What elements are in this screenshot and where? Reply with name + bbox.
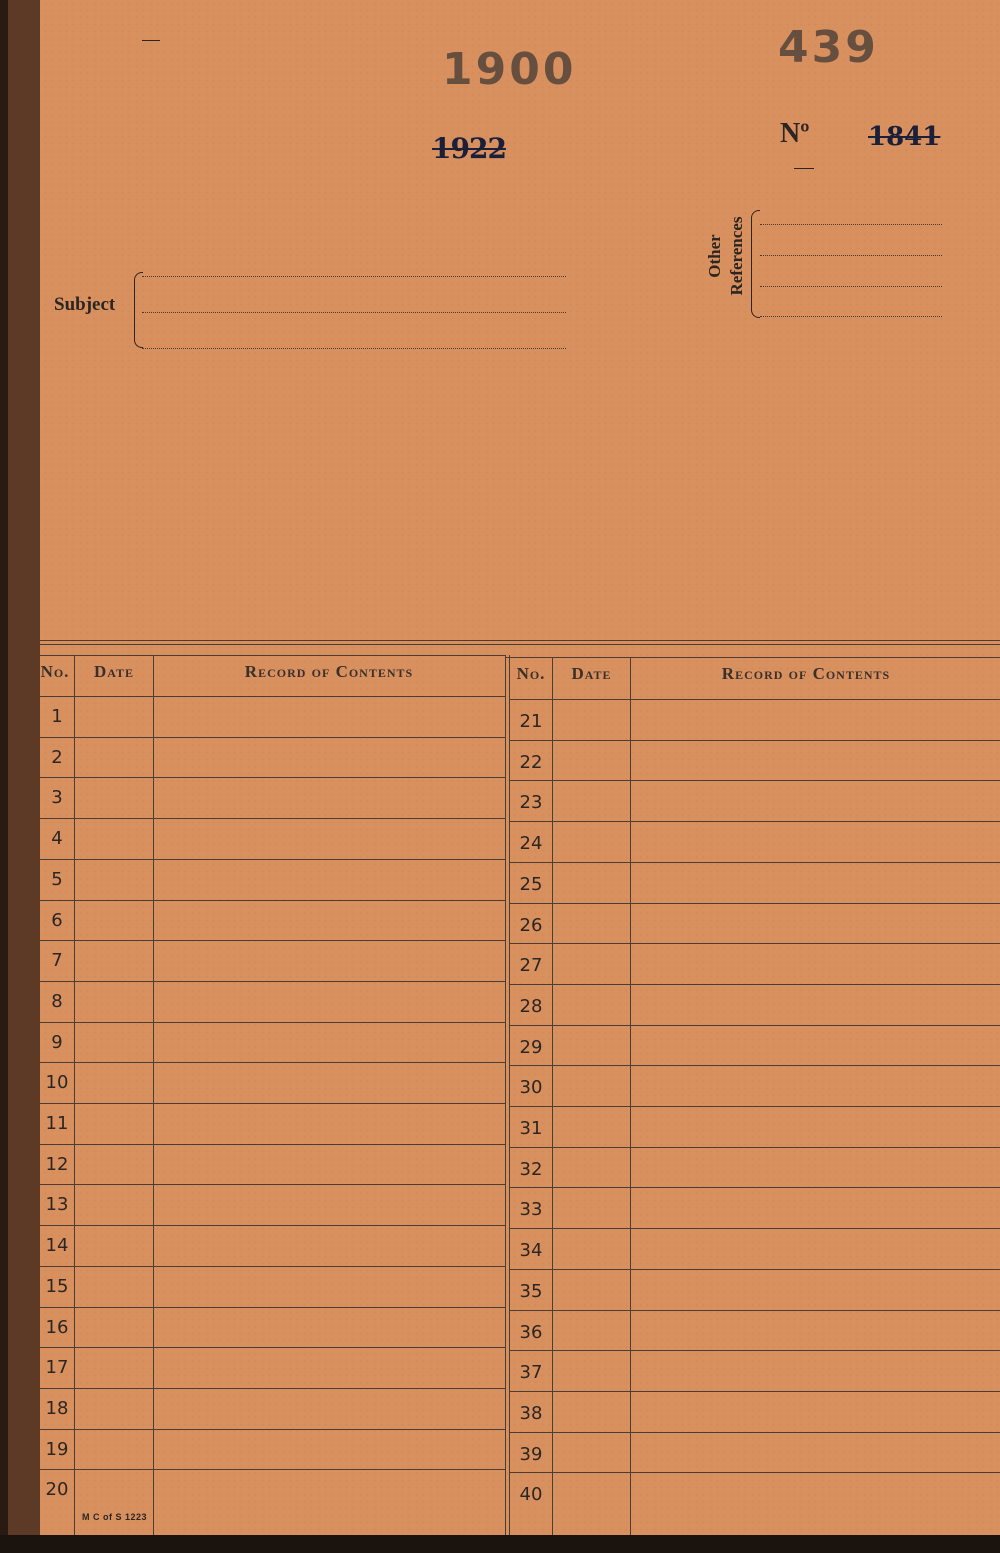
header-record-left: Record of Contents	[244, 662, 414, 681]
row-number-right: 38	[519, 1402, 543, 1424]
other-references-line1: Other	[705, 234, 724, 278]
row-number-right: 24	[519, 833, 543, 855]
row-rule	[509, 821, 1000, 822]
row-rule	[40, 859, 505, 860]
row-number-left: 17	[45, 1357, 69, 1379]
row-number-right: 23	[519, 792, 543, 814]
table-header-rule	[40, 655, 505, 656]
row-number-left: 16	[45, 1316, 69, 1338]
row-number-left: 5	[51, 868, 63, 890]
col-divider	[505, 655, 506, 1540]
row-number-right: 25	[519, 873, 543, 895]
header-no-right: No.	[516, 664, 546, 683]
struck-year: 1922	[432, 132, 506, 165]
row-rule	[40, 818, 505, 819]
row-rule	[40, 1347, 505, 1348]
header-record-right: Record of Contents	[721, 664, 891, 683]
header-no-left: No.	[40, 662, 70, 681]
col-divider	[630, 657, 631, 1540]
row-rule	[509, 1065, 1000, 1066]
references-brace	[751, 210, 760, 318]
row-number-right: 34	[519, 1240, 543, 1262]
row-number-left: 14	[45, 1235, 69, 1257]
row-rule	[509, 1391, 1000, 1392]
row-number-right: 36	[519, 1321, 543, 1343]
row-rule	[509, 862, 1000, 863]
row-number-left: 12	[45, 1153, 69, 1175]
row-number-left: 8	[51, 990, 63, 1012]
struck-number: 1841	[868, 122, 941, 152]
row-rule	[509, 740, 1000, 741]
row-number-left: 11	[45, 1113, 69, 1134]
subject-brace	[134, 272, 143, 348]
row-rule	[509, 1187, 1000, 1188]
row-rule	[40, 1469, 505, 1470]
row-rule	[40, 900, 505, 901]
row-number-right: 30	[519, 1077, 543, 1099]
reference-line[interactable]	[760, 286, 942, 287]
row-rule	[40, 1184, 505, 1185]
row-number-left: 1	[51, 706, 63, 727]
header-date-right: Date	[571, 664, 612, 683]
row-rule	[40, 1144, 505, 1145]
row-rule	[40, 1225, 505, 1226]
row-number-right: 37	[519, 1362, 543, 1384]
subject-line[interactable]	[142, 348, 566, 349]
row-rule	[40, 1022, 505, 1023]
row-number-right: 29	[519, 1036, 543, 1058]
row-number-left: 18	[45, 1397, 69, 1419]
subject-line[interactable]	[142, 312, 566, 313]
row-rule	[40, 1103, 505, 1104]
row-rule	[40, 1429, 505, 1430]
col-divider	[552, 657, 553, 1540]
row-number-left: 3	[51, 787, 63, 809]
row-number-left: 13	[45, 1194, 69, 1216]
row-number-right: 31	[519, 1118, 543, 1139]
row-rule	[40, 696, 505, 697]
row-number-right: 27	[519, 955, 543, 977]
header-date-left: Date	[93, 662, 135, 681]
row-number-right: 40	[519, 1484, 543, 1506]
ink-mark	[142, 40, 160, 41]
row-rule	[509, 780, 1000, 781]
row-rule	[40, 1062, 505, 1063]
subject-label: Subject	[54, 294, 116, 315]
binding-spine	[0, 0, 40, 1553]
table-top-rule	[40, 640, 1000, 641]
table-header-rule	[505, 657, 1000, 658]
record-table	[40, 640, 1000, 1540]
row-rule	[40, 737, 505, 738]
row-number-left: 19	[45, 1438, 69, 1460]
row-number-left: 4	[51, 828, 63, 850]
row-number-right: 21	[519, 711, 543, 732]
row-rule	[40, 1266, 505, 1267]
scan-edge	[0, 1535, 1000, 1553]
row-rule	[509, 943, 1000, 944]
row-number-right: 35	[519, 1280, 543, 1302]
row-rule	[509, 1269, 1000, 1270]
other-references-line2: References	[727, 216, 746, 296]
row-rule	[40, 1307, 505, 1308]
row-rule	[509, 699, 1000, 700]
row-number-left: 6	[51, 909, 63, 931]
row-rule	[509, 1310, 1000, 1311]
other-references-label	[704, 196, 756, 316]
row-rule	[509, 1025, 1000, 1026]
row-number-left: 9	[51, 1031, 63, 1053]
number-label: Nº	[780, 118, 810, 149]
row-rule	[509, 984, 1000, 985]
form-code: M C of S 1223	[82, 1512, 148, 1522]
row-number-right: 22	[519, 751, 543, 773]
reference-line[interactable]	[760, 316, 942, 317]
row-number-right: 33	[519, 1199, 543, 1221]
reference-line[interactable]	[760, 224, 942, 225]
row-rule	[40, 777, 505, 778]
row-rule	[40, 981, 505, 982]
row-number-left: 2	[51, 746, 63, 768]
row-rule	[40, 940, 505, 941]
ink-mark	[794, 168, 814, 169]
row-rule	[509, 1350, 1000, 1351]
row-number-left: 10	[45, 1072, 69, 1094]
row-number-left: 20	[45, 1479, 69, 1501]
row-rule	[509, 1432, 1000, 1433]
file-number-stamp: 439	[778, 22, 879, 73]
col-divider	[74, 655, 75, 1540]
table-top-rule	[40, 644, 1000, 645]
row-rule	[509, 903, 1000, 904]
reference-line[interactable]	[760, 255, 942, 256]
row-rule	[509, 1147, 1000, 1148]
row-number-right: 28	[519, 995, 543, 1017]
row-rule	[40, 1388, 505, 1389]
col-divider	[153, 655, 154, 1540]
row-number-left: 15	[45, 1275, 69, 1297]
row-rule	[509, 1106, 1000, 1107]
row-number-right: 32	[519, 1158, 543, 1180]
row-rule	[509, 1472, 1000, 1473]
row-number-left: 7	[51, 950, 63, 972]
row-number-right: 26	[519, 914, 543, 936]
row-number-right: 39	[519, 1443, 543, 1465]
year-stamp: 1900	[442, 44, 577, 95]
subject-line[interactable]	[142, 276, 566, 277]
row-rule	[509, 1228, 1000, 1229]
